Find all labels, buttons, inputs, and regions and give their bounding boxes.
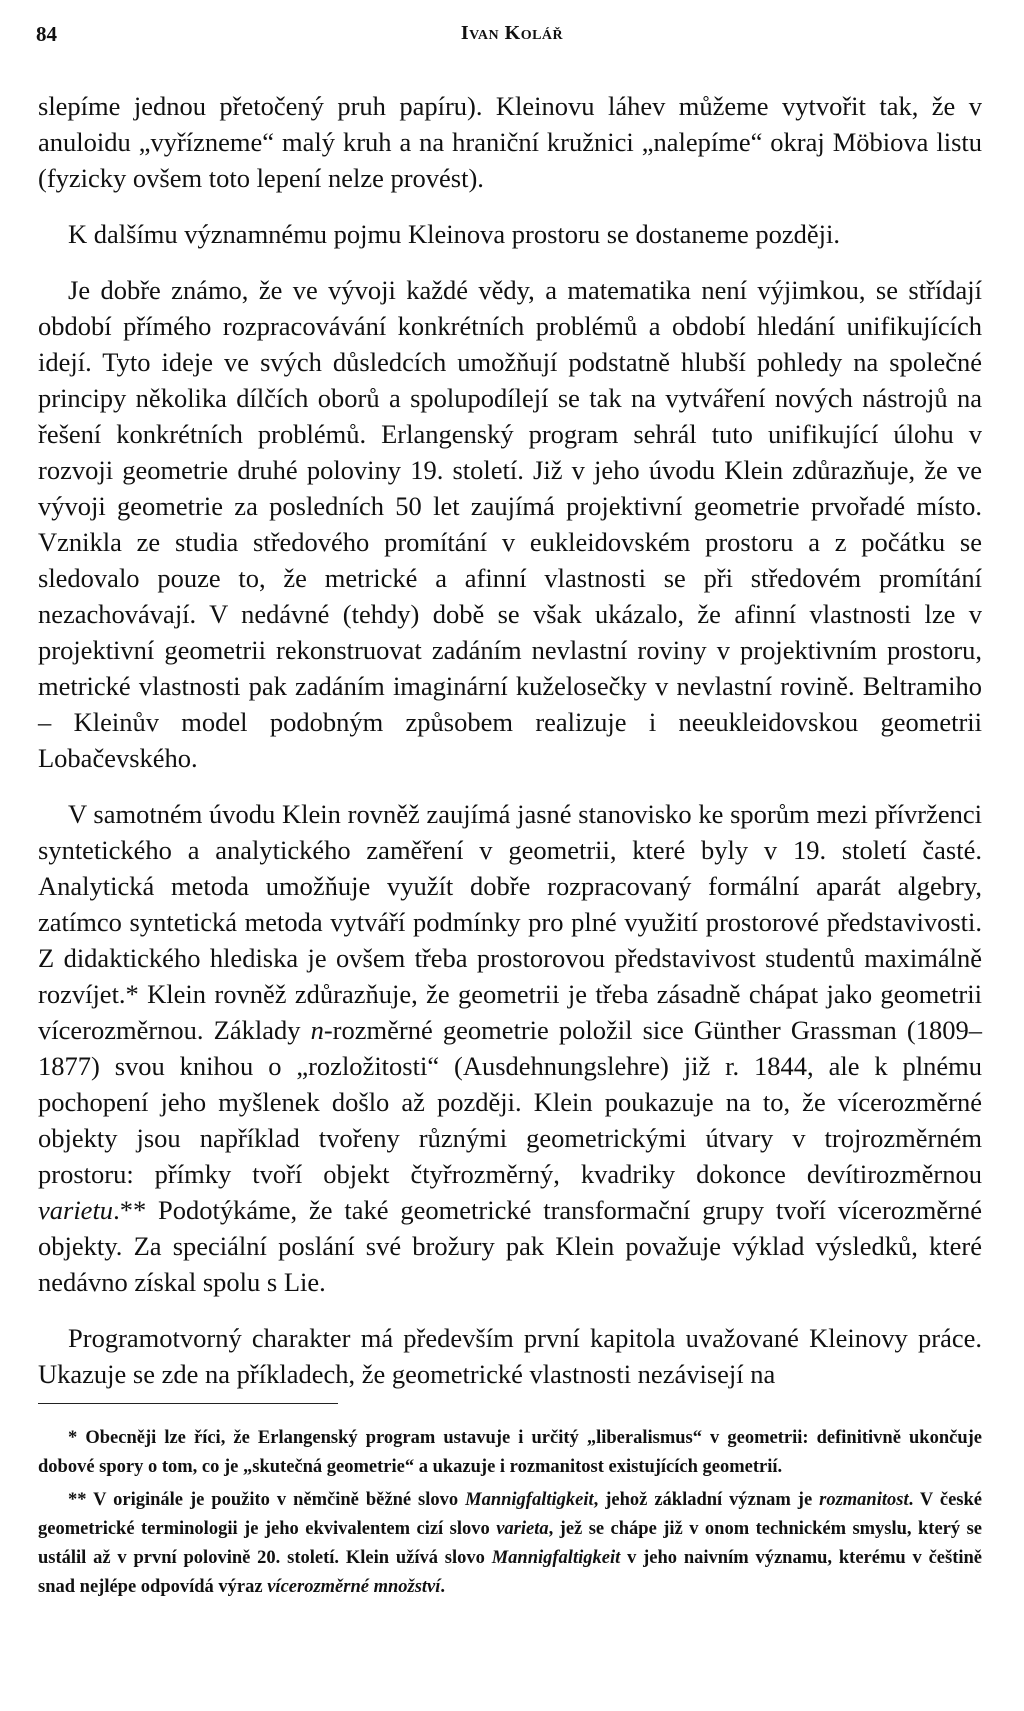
- paragraph-text: V samotném úvodu Klein rovněž zaujímá jasné stanovisko ke sporům mezi přívrženci syntetického a analytického zaměření v geometrii, které byly v 19. století časté. Analytická metoda umožňuje využít dobře rozpracovaný formální aparát algebry, zatímco syntetická metoda vytváří podmínky pro plné využití prostorové představivosti. Z didaktického hlediska je ovšem třeba prostorovou představivost studentů maximálně rozvíjet.* Klein rovněž zdůrazňuje, že geometrii je třeba zásadně chápat jako geometrii vícerozměrnou. Základy: [38, 799, 982, 1045]
- paragraph-italic: varietu: [38, 1195, 114, 1225]
- footnote-text: . V české geometrické terminologii je jeho ekvivalentem cizí slovo: [38, 1490, 982, 1539]
- footnotes: [38, 1424, 982, 1606]
- page-number: 84: [36, 22, 57, 46]
- footnote-italic: varieta: [496, 1519, 549, 1539]
- main-text: [38, 88, 982, 1412]
- paragraph-text: .** Podotýkáme, že také geometrické transformační grupy tvoří vícerozměrné objekty. Za speciální poslání své brožury pak Klein považuje výklad výsledků, které nedávno získal spolu s Lie.: [38, 1195, 982, 1297]
- footnote-separator: [38, 1403, 338, 1404]
- footnote-text: ** V originále je použito v němčině běžné slovo: [68, 1490, 466, 1510]
- footnote-text: , jež se chápe již v onom technickém smyslu, který se ustálil až v první polovině 20. století. Klein užívá slovo: [38, 1519, 982, 1568]
- footnote: [38, 1424, 982, 1482]
- paragraph-text: Programotvorný charakter má především první kapitola uvažované Kleinovy práce. Ukazuje se zde na příkladech, že geometrické vlastnosti nezávisejí na: [38, 1323, 982, 1389]
- page-header: [36, 22, 988, 52]
- footnote-text: * Obecněji lze říci, že Erlangenský program ustavuje i určitý „liberalismus“ v geometrii: definitivně ukončuje dobové spory o tom, co je „skutečná geometrie“ a ukazuje i rozmanitost existujících geometrií.: [38, 1428, 982, 1477]
- paragraph-text: slepíme jednou přetočený pruh papíru). Kleinovu láhev můžeme vytvořit tak, že v anuloidu „vyřízneme“ malý kruh a na hraniční kružnici „nalepíme“ okraj Möbiova listu (fyzicky ovšem toto lepení nelze provést).: [38, 91, 982, 193]
- footnote-italic: Mannigfaltigkeit: [465, 1490, 594, 1510]
- footnote-italic: Mannigfaltigkeit: [491, 1548, 621, 1568]
- paragraph-italic: n: [310, 1015, 324, 1045]
- running-head: Ivan Kolář: [460, 22, 564, 44]
- paragraph: [38, 216, 982, 252]
- footnote: [38, 1486, 982, 1602]
- footnote-text: v jeho naivním významu, kterému v češtině snad nejlépe odpovídá výraz: [38, 1548, 982, 1597]
- footnote-text: , jehož základní význam je: [593, 1490, 820, 1510]
- footnote-italic: vícerozměrné množství: [267, 1577, 441, 1597]
- paragraph: [38, 796, 982, 1300]
- paragraph: [38, 272, 982, 776]
- paragraph-text: K dalšímu významnému pojmu Kleinova prostoru se dostaneme později.: [68, 219, 841, 249]
- footnote-text: .: [440, 1577, 446, 1597]
- paragraph-text: -rozměrné geometrie položil sice Günther Grassman (1809–1877) svou knihou o „rozložitosti“ (Ausdehnungslehre) již r. 1844, ale k plnému pochopení jeho myšlenek došlo až později. Klein poukazuje na to, že vícerozměrné objekty jsou například tvořeny různými geometrickými útvary v trojrozměrném prostoru: přímky tvoří objekt čtyřrozměrný, kvadriky dokonce devítirozměrnou: [38, 1015, 982, 1189]
- paragraph: [38, 88, 982, 196]
- footnote-italic: rozmanitost: [819, 1490, 909, 1510]
- paragraph: [38, 1320, 982, 1392]
- paragraph-text: Je dobře známo, že ve vývoji každé vědy, a matematika není výjimkou, se střídají období přímého rozpracovávání konkrétních problémů a období hledání unifikujících idejí. Tyto ideje ve svých důsledcích umožňují podstatně hlubší pohledy na společné principy několika dílčích oborů a spolupodílejí se tak na vytváření nových nástrojů na řešení konkrétních problémů. Erlangenský program sehrál tuto unifikující úlohu v rozvoji geometrie druhé poloviny 19. století. Již v jeho úvodu Klein zdůrazňuje, že ve vývoji geometrie za posledních 50 let zaujímá projektivní geometrie prvořadé místo. Vznikla ze studia středového promítání v eukleidovském prostoru a z počátku se sledovalo pouze to, že metrické a afinní vlastnosti se při středovém promítání nezachovávají. V nedávné (tehdy) době se však ukázalo, že afinní vlastnosti lze v projektivní geometrii rekonstruovat zadáním nevlastní roviny v projektivním prostoru, metrické vlastnosti pak zadáním imaginární kuželosečky v nevlastní rovině. Beltramiho – Kleinův model podobným způsobem realizuje i neeukleidovskou geometrii Lobačevského.: [38, 275, 982, 773]
